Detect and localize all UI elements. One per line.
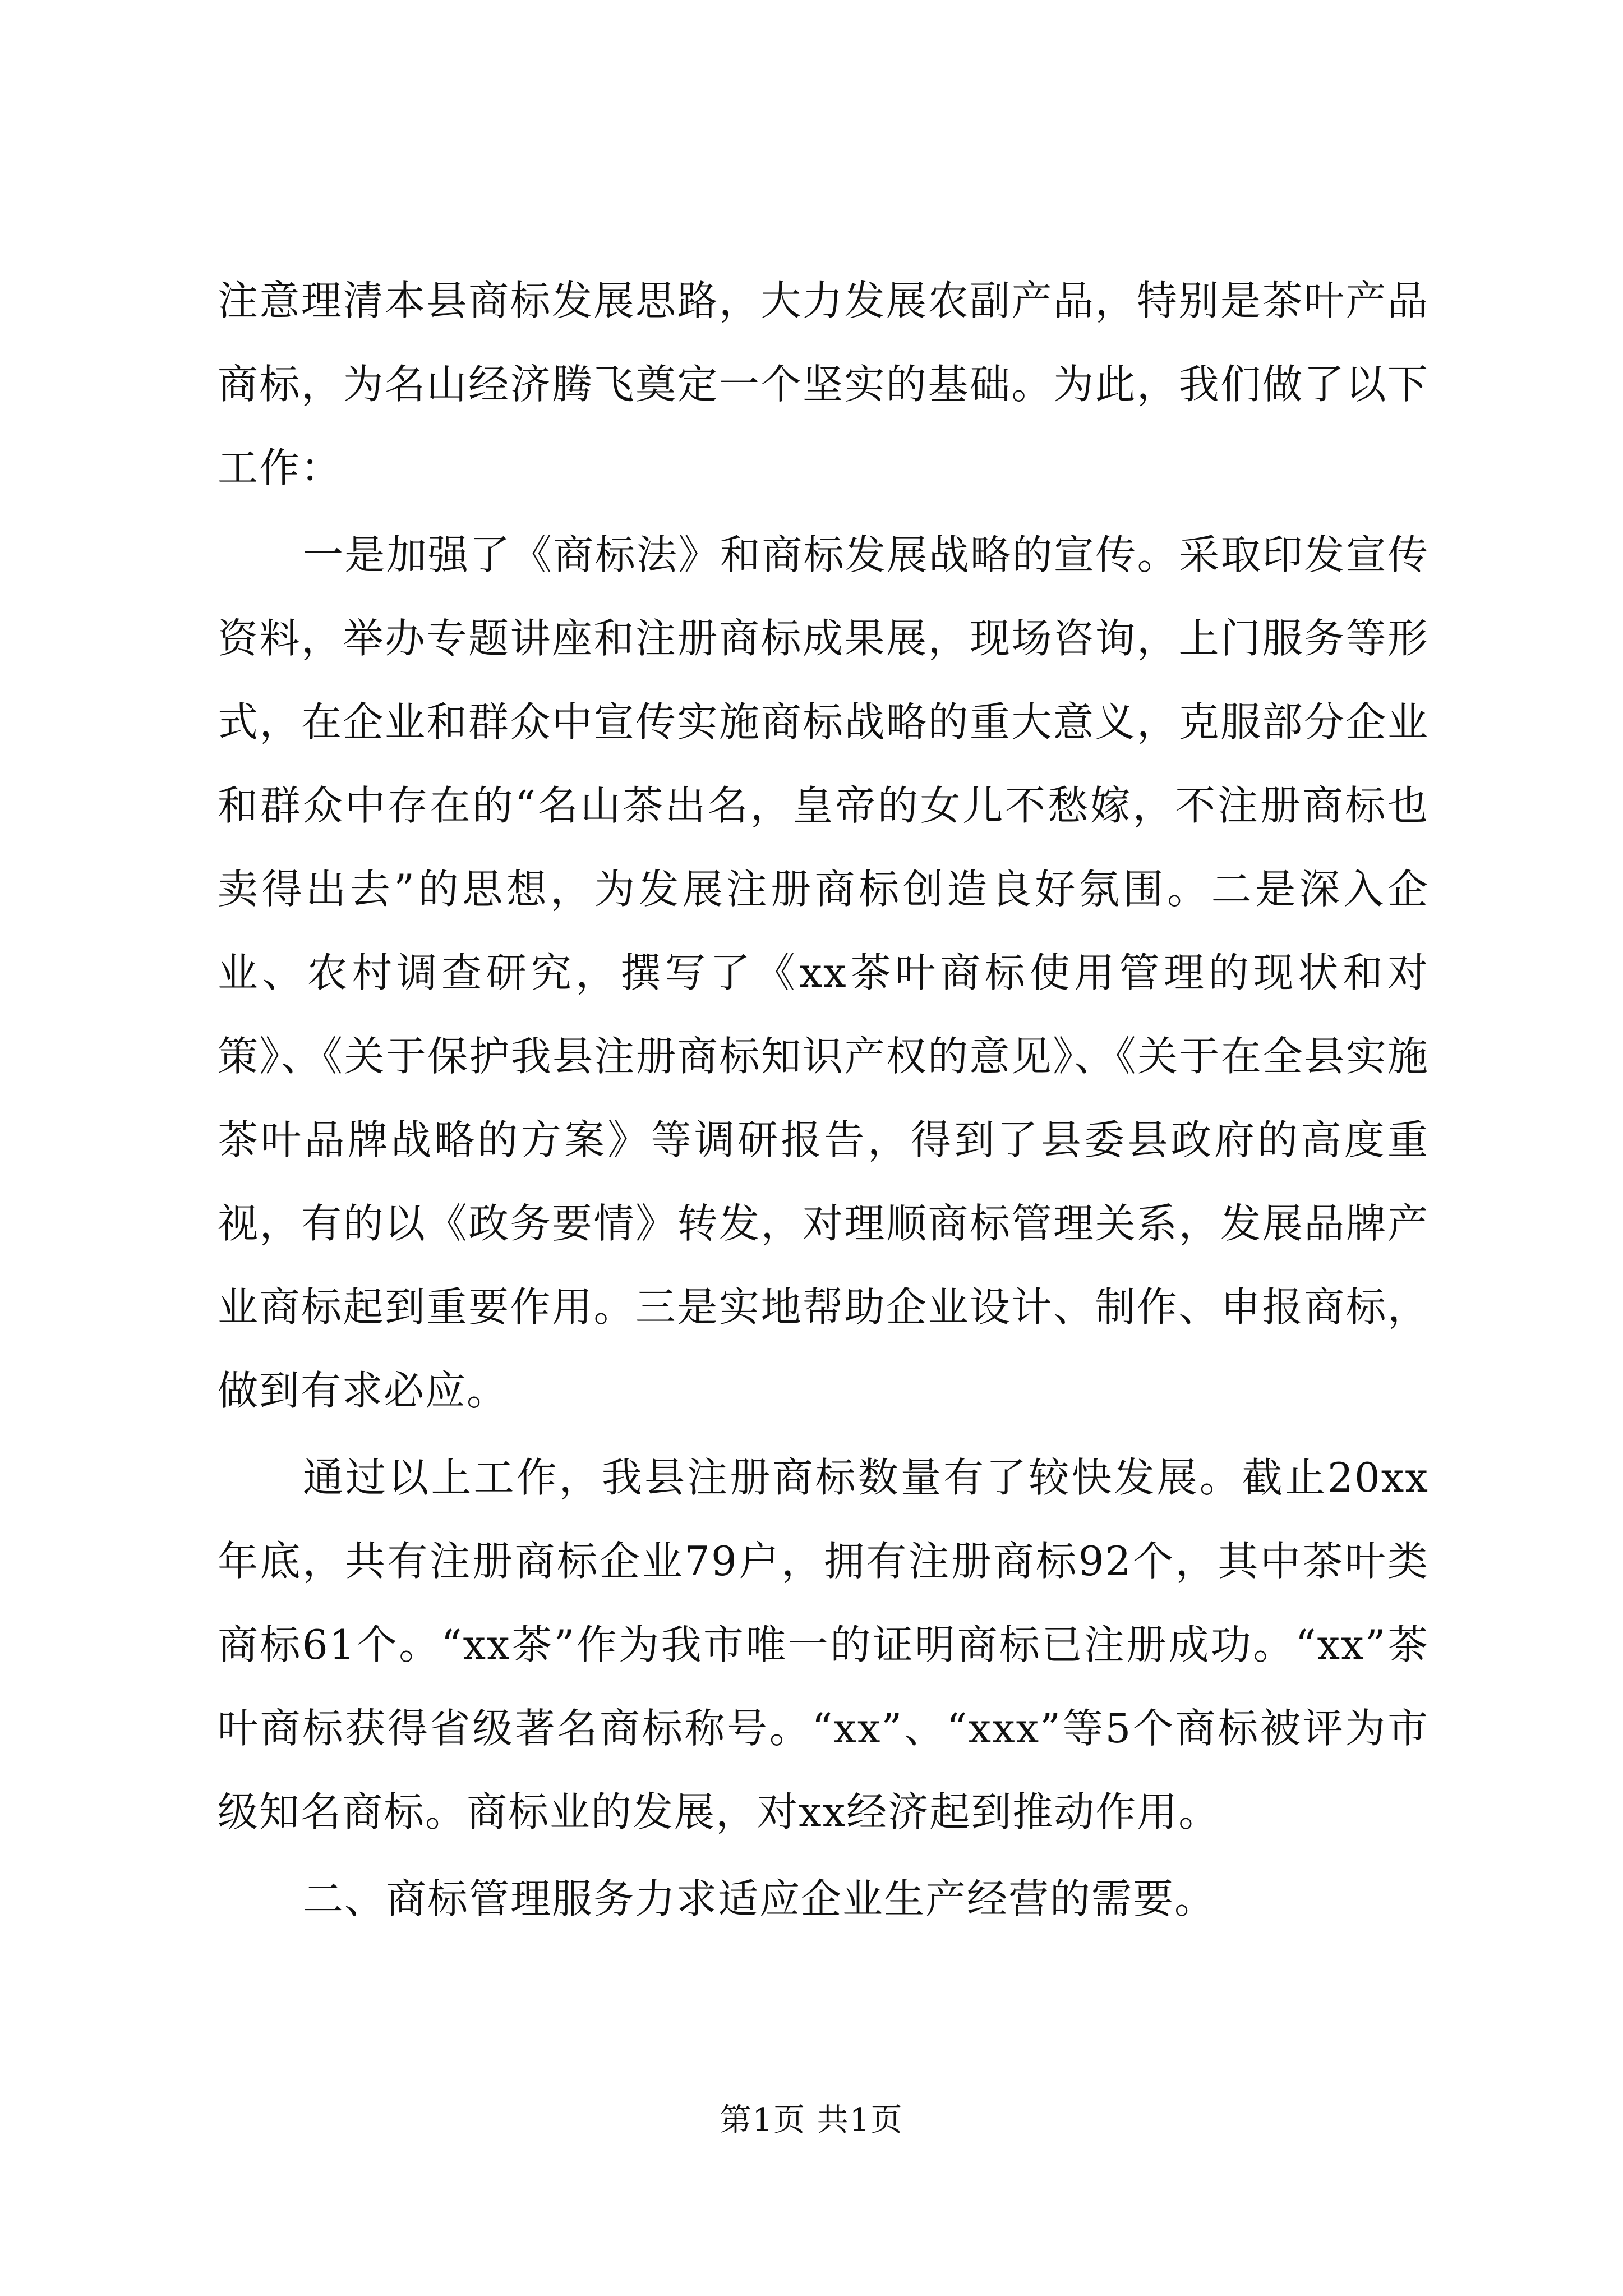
paragraph-publicity-work: 一是加强了《商标法》和商标发展战略的宣传。采取印发宣传资料，举办专题讲座和注册商标成果展，现场咨询，上门服务等形式，在企业和群众中宣传实施商标战略的重大意义，克服部分企业和群众中存在的“名山茶出名，皇帝的女儿不愁嫁，不注册商标也卖得出去”的思想，为发展注册商标创造良好氛围。二是深入企业、农村调查研究，撰写了《xx茶叶商标使用管理的现状和对策》、《关于保护我县注册商标知识产权的意见》、《关于在全县实施茶叶品牌战略的方案》等调研报告，得到了县委县政府的高度重视，有的以《政务要情》转发，对理顺商标管理关系，发展品牌产业商标起到重要作用。三是实地帮助企业设计、制作、申报商标，做到有求必应。 [218,531,1429,1414]
paragraph-section-heading: 二、商标管理服务力求适应企业生产经营的需要。 [303,1875,1216,1922]
paragraph-trademark-results: 通过以上工作，我县注册商标数量有了较快发展。截止20xx年底，共有注册商标企业79户，拥有注册商标92个，其中茶叶类商标61个。“xx茶”作为我市唯一的证明商标已注册成功。“xx”茶叶商标获得省级著名商标称号。“xx”、“xxx”等5个商标被评为市级知名商标。商标业的发展，对xx经济起到推动作用。 [218,1454,1429,1835]
paragraph-intro: 注意理清本县商标发展思路，大力发展农副产品，特别是茶叶产品商标，为名山经济腾飞奠定一个坚实的基础。为此，我们做了以下工作： [218,277,1429,491]
document-body [218,259,1429,1941]
page-number-footer: 第1页 共1页 [720,2102,903,2138]
